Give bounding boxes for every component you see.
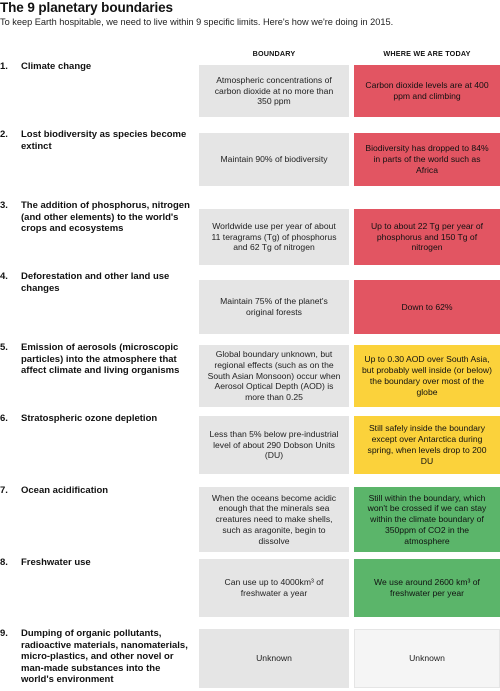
row-number: 6. xyxy=(0,413,8,424)
page-title: The 9 planetary boundaries xyxy=(0,0,173,15)
row-label: Lost biodiversity as species become extinct xyxy=(21,129,187,152)
status-cell: Still safely inside the boundary except over Antarctica during spring, when levels drop to 200 DU xyxy=(354,416,500,474)
row-number: 8. xyxy=(0,557,8,568)
row-label: Freshwater use xyxy=(21,557,91,568)
row-label: The addition of phosphorus, nitrogen (and other elements) to the world's crops and ecosystems xyxy=(21,200,190,234)
boundary-cell: Global boundary unknown, but regional effects (such as on the South Asian Monsoon) occur when Aerosol Optical Depth (AOD) is more than 0.25 xyxy=(199,345,349,407)
column-header-today: WHERE WE ARE TODAY xyxy=(383,49,471,58)
boundary-cell: Worldwide use per year of about 11 teragrams (Tg) of phosphorus and 62 Tg of nitrogen xyxy=(199,209,349,265)
row-number: 9. xyxy=(0,628,8,639)
status-cell: Biodiversity has dropped to 84% in parts of the world such as Africa xyxy=(354,133,500,186)
page-subtitle: To keep Earth hospitable, we need to live within 9 specific limits. Here's how we're doing in 2015. xyxy=(0,17,394,27)
status-cell: Up to 0.30 AOD over South Asia, but probably well inside (or below) the boundary over most of the globe xyxy=(354,345,500,407)
status-cell: Up to about 22 Tg per year of phosphorus and 150 Tg of nitrogen xyxy=(354,209,500,265)
row-label: Deforestation and other land use changes xyxy=(21,271,170,294)
row-number: 1. xyxy=(0,61,8,72)
row-number: 2. xyxy=(0,129,8,140)
row-label: Stratospheric ozone depletion xyxy=(21,413,158,424)
row-number: 4. xyxy=(0,271,8,282)
status-cell: Carbon dioxide levels are at 400 ppm and climbing xyxy=(354,65,500,117)
boundary-cell: Maintain 90% of biodiversity xyxy=(199,133,349,186)
boundary-cell: Atmospheric concentrations of carbon dioxide at no more than 350 ppm xyxy=(199,65,349,117)
boundary-cell: Less than 5% below pre-industrial level of about 290 Dobson Units (DU) xyxy=(199,416,349,474)
row-label: Dumping of organic pollutants, radioactive materials, nanomaterials, micro-plastics, and other novel or man-made substances into the world's environment xyxy=(21,628,188,685)
status-cell: Unknown xyxy=(354,629,500,688)
status-cell: We use around 2600 km³ of freshwater per year xyxy=(354,559,500,617)
status-cell: Still within the boundary, which won't be crossed if we can stay within the climate boundary of 350ppm of CO2 in the atmosphere xyxy=(354,487,500,552)
row-number: 5. xyxy=(0,342,8,353)
boundary-cell: Unknown xyxy=(199,629,349,688)
row-number: 3. xyxy=(0,200,8,211)
boundary-cell: Maintain 75% of the planet's original forests xyxy=(199,280,349,334)
column-header-boundary: BOUNDARY xyxy=(252,49,296,58)
row-number: 7. xyxy=(0,485,8,496)
row-label: Ocean acidification xyxy=(21,485,109,496)
status-cell: Down to 62% xyxy=(354,280,500,334)
row-label: Emission of aerosols (microscopic particles) into the atmosphere that affect climate and living organisms xyxy=(21,342,180,376)
row-label: Climate change xyxy=(21,61,92,72)
boundary-cell: When the oceans become acidic enough that the minerals sea creatures need to make shells, such as aragonite, begin to dissolve xyxy=(199,487,349,552)
boundary-cell: Can use up to 4000km³ of freshwater a year xyxy=(199,559,349,617)
